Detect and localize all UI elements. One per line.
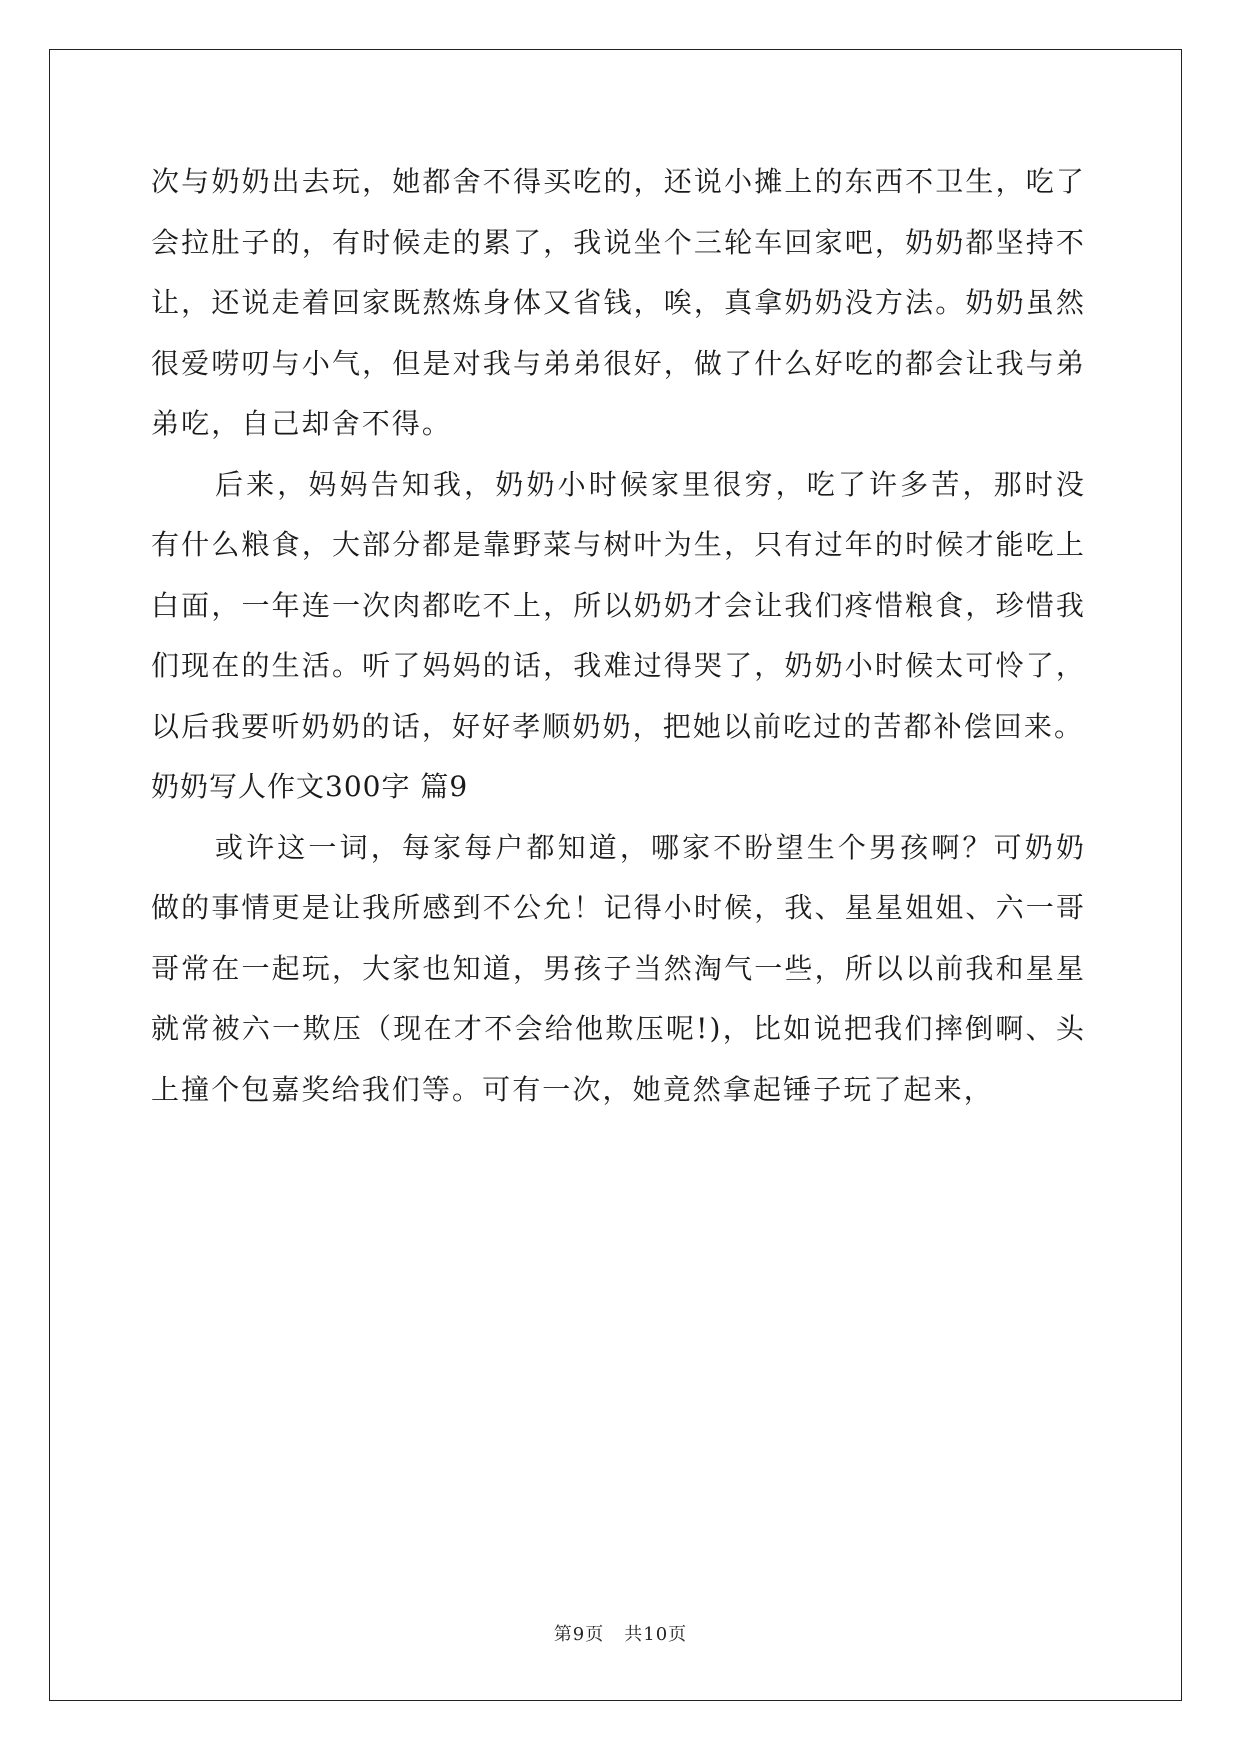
page-footer — [0, 1620, 1241, 1646]
paragraph-1: 次与奶奶出去玩，她都舍不得买吃的，还说小摊上的东西不卫生，吃了会拉肚子的，有时候走的累了，我说坐个三轮车回家吧，奶奶都坚持不让，还说走着回家既熬炼身体又省钱，唉，真拿奶奶没方法。奶奶虽然很爱唠叨与小气，但是对我与弟弟很好，做了什么好吃的都会让我与弟弟吃，自己却舍不得。 — [151, 165, 1086, 440]
paragraph-3: 或许这一词，每家每户都知道，哪家不盼望生个男孩啊？可奶奶做的事情更是让我所感到不公允！记得小时候，我、星星姐姐、六一哥哥常在一起玩，大家也知道，男孩子当然淘气一些，所以以前我和星星就常被六一欺压（现在才不会给他欺压呢!)，比如说把我们摔倒啊、头上撞个包嘉奖给我们等。可有一次，她竟然拿起锤子玩了起来， — [151, 830, 1086, 1106]
paragraph-2: 后来，妈妈告知我，奶奶小时候家里很穷，吃了许多苦，那时没有什么粮食，大部分都是靠野菜与树叶为生，只有过年的时候才能吃上白面，一年连一次肉都吃不上，所以奶奶才会让我们疼惜粮食，珍惜我们现在的生活。听了妈妈的话，我难过得哭了，奶奶小时候太可怜了，以后我要听奶奶的话，好好孝顺奶奶，把她以前吃过的苦都补偿回来。 — [151, 467, 1086, 743]
document-body — [151, 152, 1086, 1120]
page-total: 共10页 — [624, 1624, 688, 1645]
page-number: 第9页 — [553, 1624, 605, 1645]
section-heading: 奶奶写人作文300字 篇9 — [151, 770, 469, 803]
